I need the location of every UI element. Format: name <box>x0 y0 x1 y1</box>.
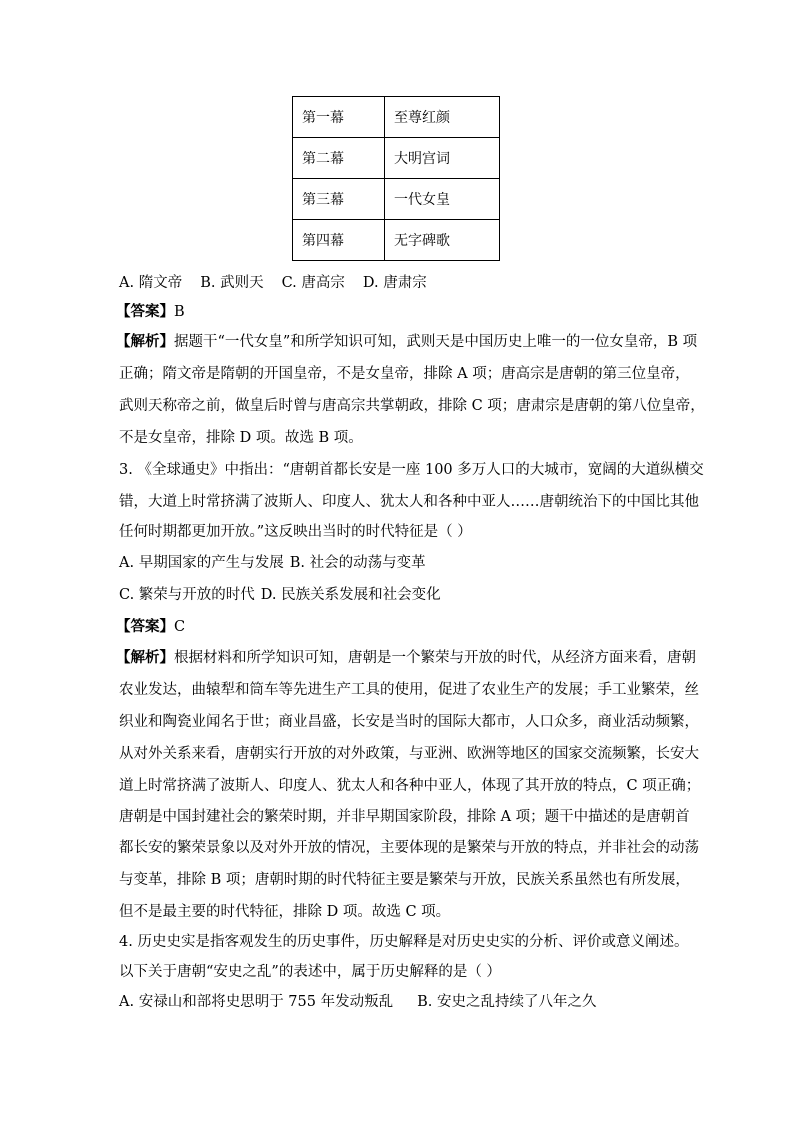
act-cell: 第二幕 <box>293 138 385 179</box>
q3-answer <box>116 617 185 637</box>
q4-options-row <box>119 992 596 1012</box>
q2-option-b: B. 武则天 <box>200 275 264 291</box>
q3-analysis-line: 但不是最主要的时代特征，排除 D 项。故选 C 项。 <box>119 904 451 920</box>
answer-tag: 【答案】 <box>116 303 174 320</box>
act-cell: 第一幕 <box>293 97 385 138</box>
act-cell: 第三幕 <box>293 179 385 220</box>
q2-options <box>119 273 427 293</box>
q3-analysis-line: 从对外关系来看，唐朝实行开放的对外政策，与亚洲、欧洲等地区的国家交流频繁，长安大 <box>119 746 699 762</box>
answer-tag: 【答案】 <box>116 618 174 635</box>
analysis-text: 根据材料和所学知识可知，唐朝是一个繁荣与开放的时代，从经济方面来看，唐朝 <box>174 650 696 666</box>
q4-option-a: A. 安禄山和部将史思明于 755 年发动叛乱 <box>119 994 394 1010</box>
q3-stem-line: 错，大道上时常挤满了波斯人、印度人、犹太人和各种中亚人……唐朝统治下的中国比其他 <box>119 494 699 510</box>
q4-stem-line: 以下关于唐朝“安史之乱”的表述中，属于历史解释的是（ ） <box>119 964 501 980</box>
q3-analysis-line: 织业和陶瓷业闻名于世；商业昌盛，长安是当时的国际大都市，人口众多，商业活动频繁， <box>119 714 699 730</box>
q2-analysis-line: 不是女皇帝，排除 D 项。故选 B 项。 <box>119 430 363 446</box>
q2-option-d: D. 唐肃宗 <box>362 275 427 291</box>
q3-analysis-line: 都长安的繁荣景象以及对外开放的情况，主要体现的是繁荣与开放的特点，并非社会的动荡 <box>119 840 699 856</box>
q3-stem-line: 任何时期都更加开放。”这反映出当时的时代特征是（ ） <box>119 524 472 540</box>
act-title-cell: 至尊红颜 <box>385 97 500 138</box>
q2-analysis-line: 正确；隋文帝是隋朝的开国皇帝，不是女皇帝，排除 A 项；唐高宗是唐朝的第三位皇帝， <box>119 366 690 382</box>
q3-analysis-line: 道上时常挤满了波斯人、印度人、犹太人和各种中亚人，体现了其开放的特点，C 项正确； <box>119 778 701 794</box>
q4-option-b: B. 安史之乱持续了八年之久 <box>417 994 597 1010</box>
table-row <box>293 138 500 179</box>
q3-stem-line: 3. 《全球通史》中指出：“唐朝首都长安是一座 100 多万人口的大城市，宽阔的大道纵横交 <box>119 462 704 478</box>
q3-option-c: C. 繁荣与开放的时代 <box>119 587 255 603</box>
act-title-cell: 无字碑歌 <box>385 220 500 261</box>
q3-analysis-line: 与变革，排除 B 项；唐朝时期的时代特征主要是繁荣与开放，民族关系虽然也有所发展， <box>119 872 690 888</box>
q3-option-a: A. 早期国家的产生与发展 <box>119 555 284 571</box>
act-title-cell: 大明宫词 <box>385 138 500 179</box>
q2-analysis-line <box>116 332 697 352</box>
q3-analysis-line: 农业发达，曲辕犁和筒车等先进生产工具的使用，促进了农业生产的发展；手工业繁荣，丝 <box>119 682 699 698</box>
q3-option-d: D. 民族关系发展和社会变化 <box>260 587 441 603</box>
table-row <box>293 97 500 138</box>
q4-stem-line: 4. 历史史实是指客观发生的历史事件，历史解释是对历史史实的分析、评价或意义阐述。 <box>119 934 689 950</box>
q2-analysis-line: 武则天称帝之前，做皇后时曾与唐高宗共掌朝政，排除 C 项；唐肃宗是唐朝的第八位皇帝， <box>119 398 705 414</box>
table-row <box>293 179 500 220</box>
q3-option-b: B. 社会的动荡与变革 <box>289 555 426 571</box>
act-cell: 第四幕 <box>293 220 385 261</box>
analysis-text: 据题干“一代女皇”和所学知识可知，武则天是中国历史上唯一的一位女皇帝，B 项 <box>174 334 698 350</box>
analysis-tag: 【解析】 <box>116 333 174 350</box>
analysis-tag: 【解析】 <box>116 649 174 666</box>
answer-value: C <box>174 619 186 635</box>
q3-analysis-line <box>116 648 696 668</box>
answer-value: B <box>174 304 185 320</box>
table-row <box>293 220 500 261</box>
q2-option-c: C. 唐高宗 <box>281 275 345 291</box>
q2-answer <box>116 302 185 322</box>
q3-options-row <box>119 553 426 573</box>
q2-option-a: A. 隋文帝 <box>119 275 183 291</box>
q3-options-row <box>119 585 441 605</box>
acts-table <box>292 96 500 261</box>
q3-analysis-line: 唐朝是中国封建社会的繁荣时期，并非早期国家阶段，排除 A 项；题干中描述的是唐朝首 <box>119 809 690 825</box>
act-title-cell: 一代女皇 <box>385 179 500 220</box>
